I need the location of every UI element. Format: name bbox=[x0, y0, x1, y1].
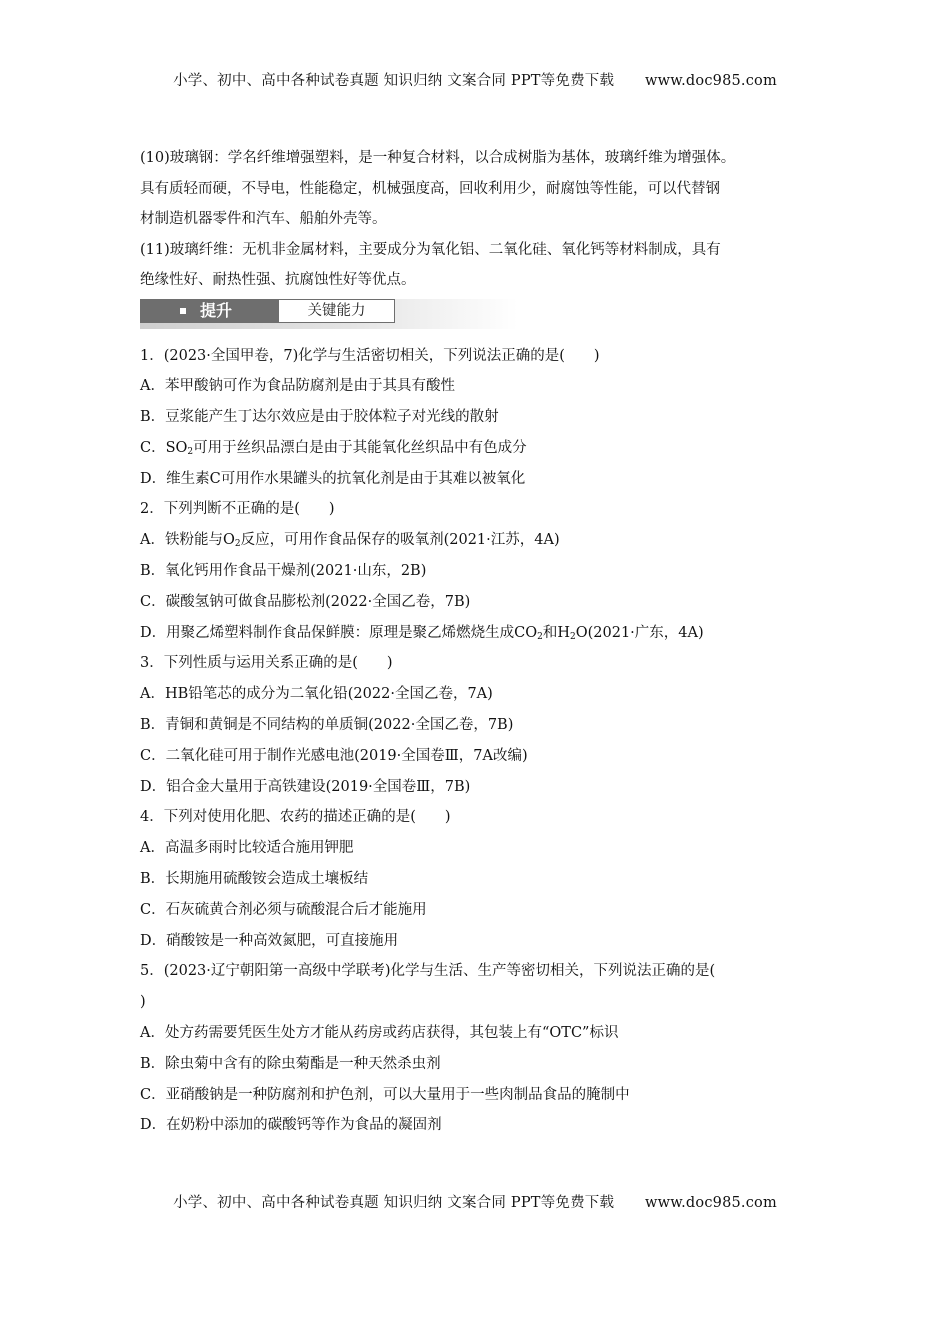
q5-option-c: C．亚硝酸钠是一种防腐剂和护色剂，可以大量用于一些肉制品食品的腌制中 bbox=[140, 1086, 630, 1103]
q4-option-a: A．高温多雨时比较适合施用钾肥 bbox=[140, 840, 354, 857]
q4-option-b: B．长期施用硫酸铵会造成土壤板结 bbox=[140, 871, 369, 888]
banner-label-dark bbox=[140, 299, 278, 323]
q5-option-a: A．处方药需要凭医生处方才能从药房或药店获得，其包装上有“OTC”标识 bbox=[140, 1025, 619, 1042]
q5-option-b: B．除虫菊中含有的除虫菊酯是一种天然杀虫剂 bbox=[140, 1055, 441, 1072]
header-text: 小学、初中、高中各种试卷真题 知识归纳 文案合同 PPT等免费下载 bbox=[173, 73, 615, 89]
intro-p11-line1: (11)玻璃纤维：无机非金属材料，主要成分为氧化铝、二氧化硅、氧化钙等材料制成，具有 bbox=[140, 241, 721, 258]
footer-text: 小学、初中、高中各种试卷真题 知识归纳 文案合同 PPT等免费下载 bbox=[173, 1195, 615, 1211]
q1-option-b: B．豆浆能产生丁达尔效应是由于胶体粒子对光线的散射 bbox=[140, 409, 499, 426]
intro-p11-line2: 绝缘性好、耐热性强、抗腐蚀性好等优点。 bbox=[140, 272, 416, 288]
header-site-link[interactable]: www.doc985.com bbox=[644, 73, 777, 89]
q3-option-a: A．HB铅笔芯的成分为二氧化铅(2022·全国乙卷，7A) bbox=[140, 686, 493, 703]
q2-option-a: A．铁粉能与$O_2$反应，可用作食品保存的吸氧剂(2021·江苏，4A) bbox=[140, 532, 560, 550]
q4-option-c: C．石灰硫黄合剂必须与硫酸混合后才能施用 bbox=[140, 901, 427, 918]
page-footer bbox=[0, 1191, 950, 1212]
q4-option-d: D．硝酸铵是一种高效氮肥，可直接施用 bbox=[140, 932, 399, 949]
q2-option-c: C．碳酸氢钠可做食品膨松剂(2022·全国乙卷，7B) bbox=[140, 593, 471, 610]
banner-left-text: 提升 bbox=[200, 300, 233, 320]
q5-option-d: D．在奶粉中添加的碳酸钙等作为食品的凝固剂 bbox=[140, 1117, 442, 1134]
intro-p10-line3: 材制造机器零件和汽车、船舶外壳等。 bbox=[140, 211, 387, 227]
q3-option-d: D．铝合金大量用于高铁建设(2019·全国卷Ⅲ，7B) bbox=[140, 778, 471, 795]
q5-stem-line1: 5．(2023·辽宁朝阳第一高级中学联考)化学与生活、生产等密切相关，下列说法正确的是( bbox=[140, 963, 716, 980]
q1-option-c: C．$SO_2$可用于丝织品漂白是由于其能氧化丝织品中有色成分 bbox=[140, 439, 527, 457]
q1-option-a: A．苯甲酸钠可作为食品防腐剂是由于其具有酸性 bbox=[140, 378, 455, 395]
q3-option-b: B．青铜和黄铜是不同结构的单质铜(2022·全国乙卷，7B) bbox=[140, 717, 514, 734]
intro-p10-line2: 具有质轻而硬，不导电，性能稳定，机械强度高，回收利用少，耐腐蚀等性能，可以代替钢 bbox=[140, 180, 720, 197]
q2-stem: 2．下列判断不正确的是( ) bbox=[140, 501, 335, 518]
q5-stem-line2: ) bbox=[140, 994, 146, 1011]
square-bullet-icon bbox=[180, 308, 186, 314]
q1-stem: 1．(2023·全国甲卷，7)化学与生活密切相关，下列说法正确的是( ) bbox=[140, 347, 600, 364]
q2-option-d: D．用聚乙烯塑料制作食品保鲜膜：原理是聚乙烯燃烧生成$CO_2$和$H_2O(2021\cdot$广东，4A) bbox=[140, 624, 704, 642]
q3-option-c: C．二氧化硅可用于制作光感电池(2019·全国卷Ⅲ，7A改编) bbox=[140, 747, 528, 764]
page-header bbox=[0, 69, 950, 90]
banner-label-light: 关键能力 bbox=[278, 299, 395, 323]
q1-option-d: D．维生素C可用作水果罐头的抗氧化剂是由于其难以被氧化 bbox=[140, 470, 526, 487]
section-banner bbox=[140, 299, 518, 329]
q4-stem: 4．下列对使用化肥、农药的描述正确的是( ) bbox=[140, 809, 451, 826]
q3-stem: 3．下列性质与运用关系正确的是( ) bbox=[140, 655, 393, 672]
footer-site-link[interactable]: www.doc985.com bbox=[644, 1195, 777, 1211]
document-body bbox=[140, 143, 820, 1141]
intro-p10-line1: (10)玻璃钢：学名纤维增强塑料，是一种复合材料，以合成树脂为基体，玻璃纤维为增强体。 bbox=[140, 150, 736, 166]
q2-option-b: B．氧化钙用作食品干燥剂(2021·山东，2B) bbox=[140, 563, 427, 580]
